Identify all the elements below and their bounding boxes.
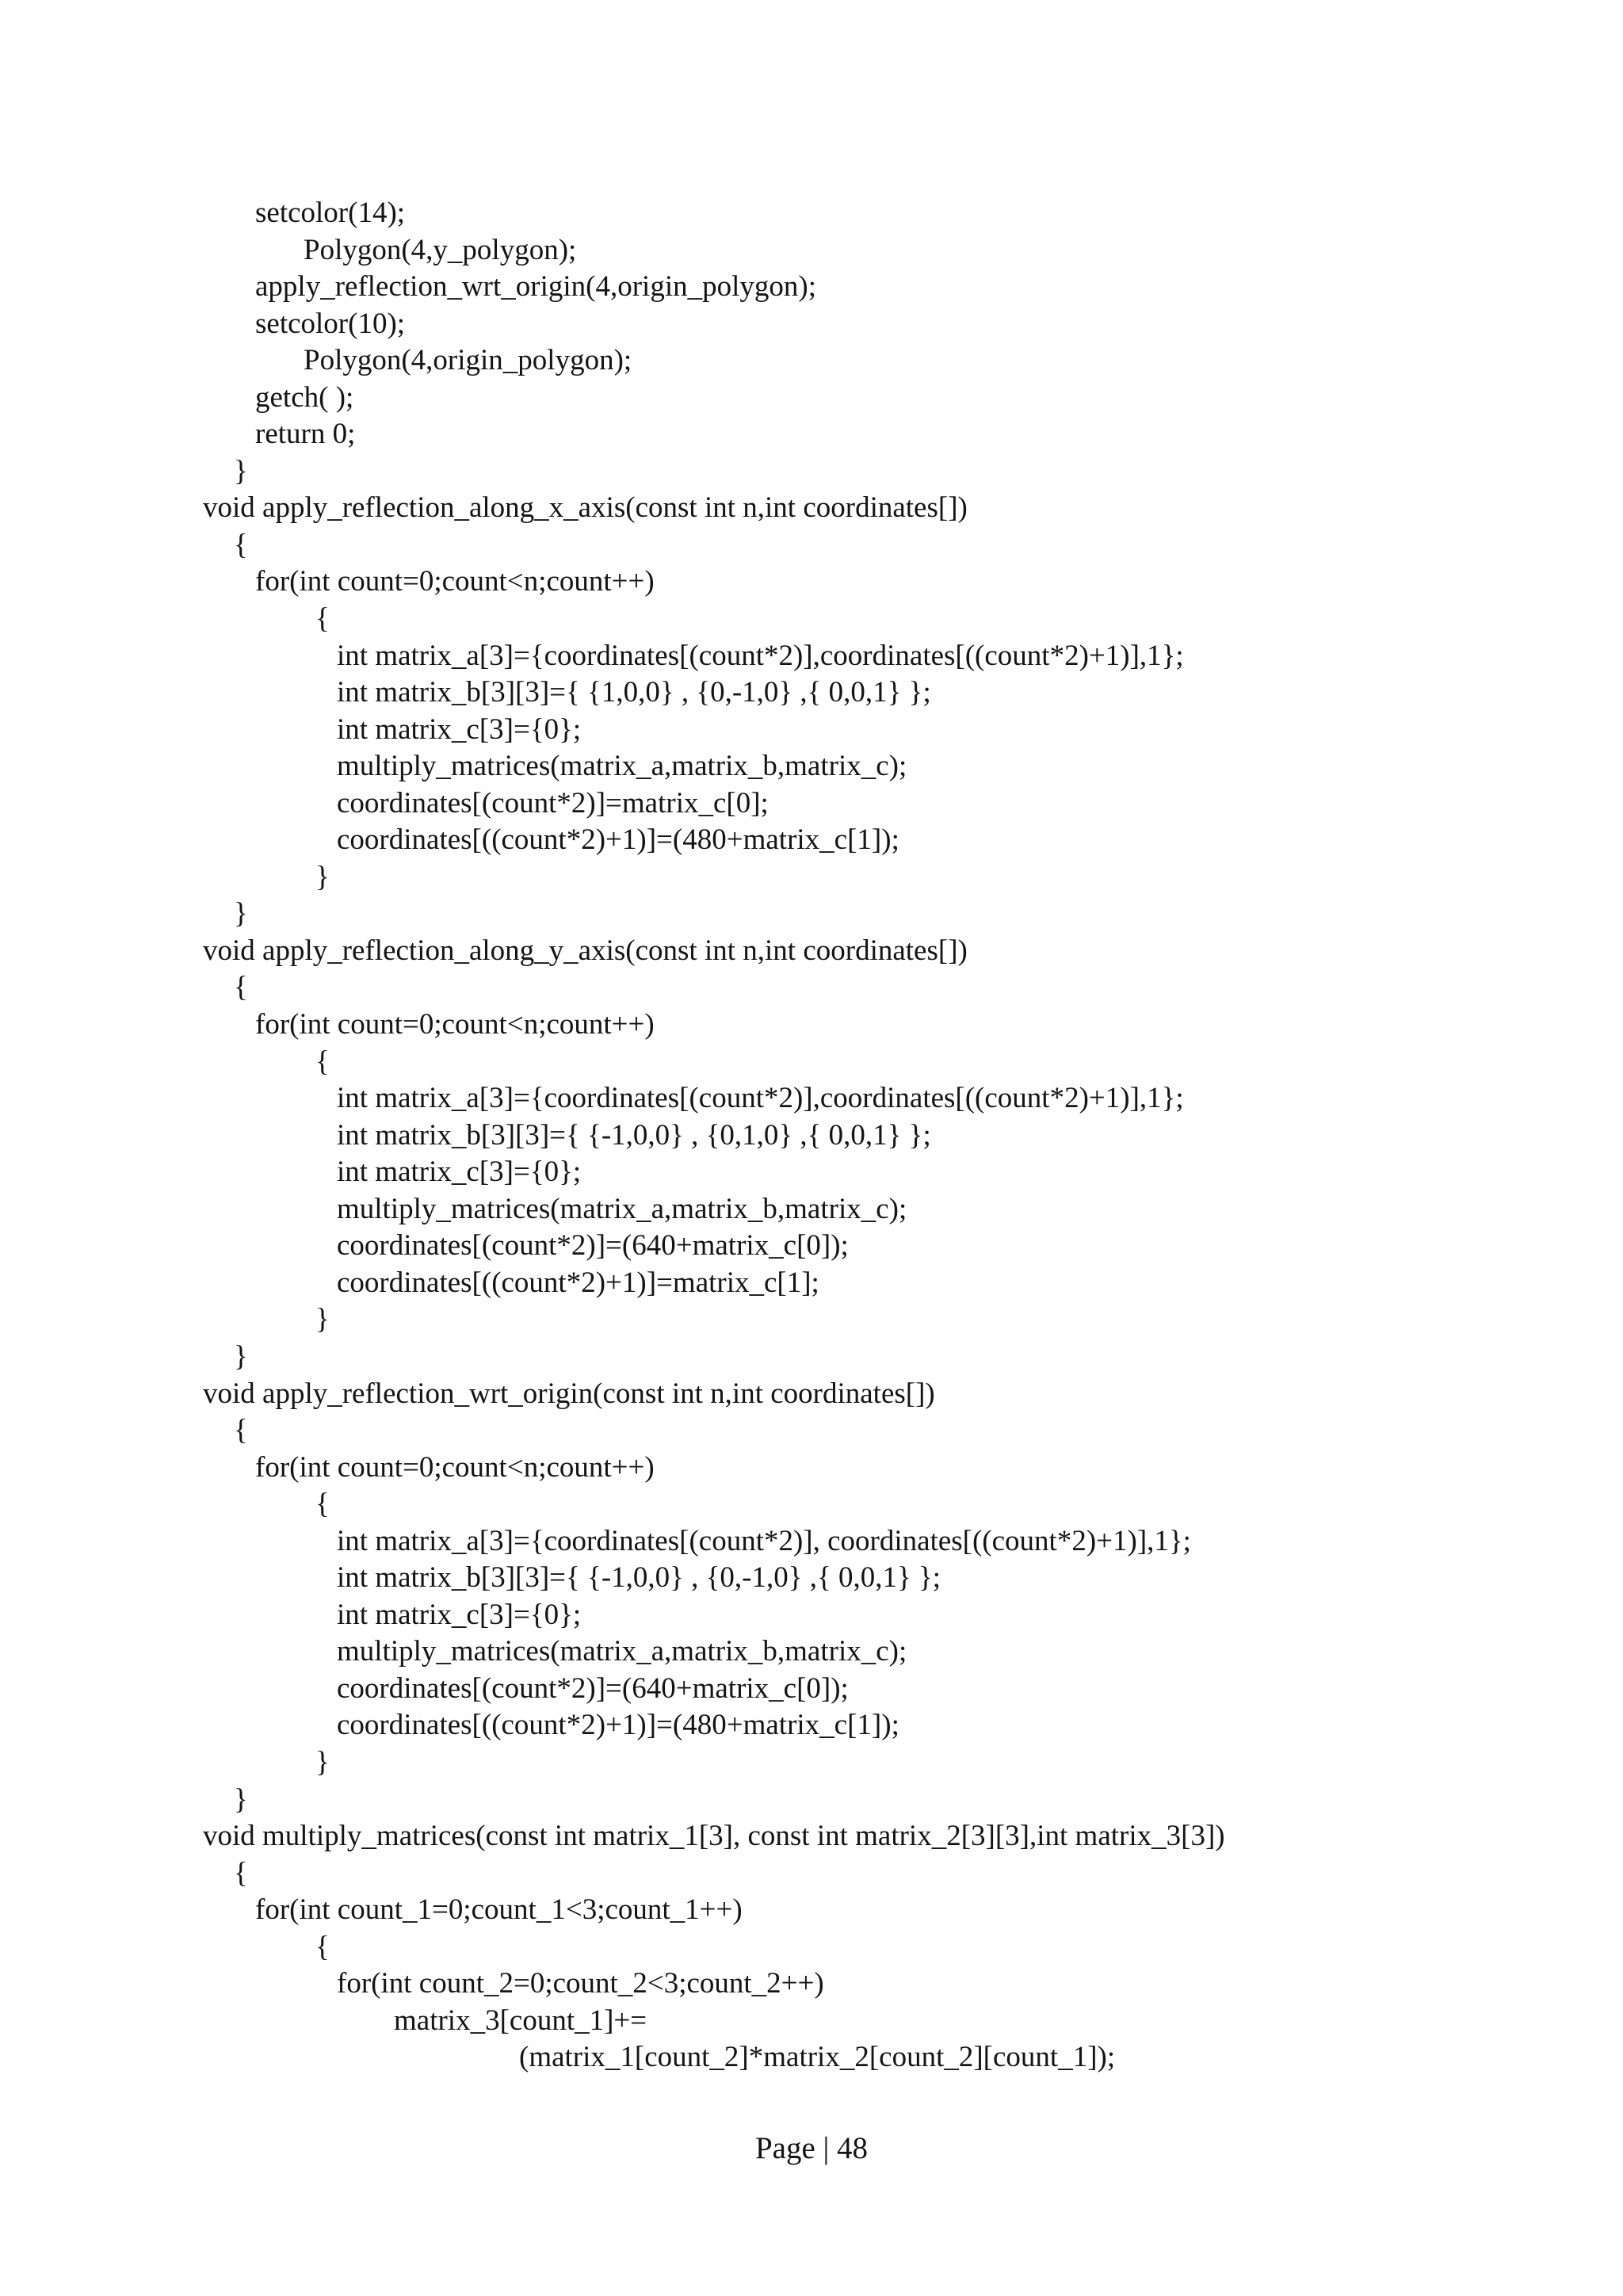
code-line	[0, 638, 1623, 675]
code-text: }	[234, 454, 248, 487]
code-text: coordinates[((count*2)+1)]=(480+matrix_c[1]);	[337, 1709, 899, 1742]
code-text: coordinates[((count*2)+1)]=(480+matrix_c[1]);	[337, 823, 899, 857]
code-text: }	[234, 897, 248, 930]
code-line	[0, 195, 1623, 232]
code-text: for(int count_1=0;count_1<3;count_1++)	[255, 1893, 743, 1927]
code-text: {	[234, 528, 248, 561]
code-line	[0, 674, 1623, 712]
code-text: setcolor(14);	[255, 197, 406, 229]
code-line	[0, 527, 1623, 564]
code-line	[0, 1450, 1623, 1487]
code-line	[0, 2039, 1623, 2076]
code-line	[0, 1301, 1623, 1339]
code-text: coordinates[(count*2)]=(640+matrix_c[0]);	[337, 1229, 849, 1263]
code-text: {	[234, 1414, 248, 1447]
code-text: {	[315, 1930, 330, 1963]
code-text: {	[315, 1488, 330, 1521]
code-line	[0, 306, 1623, 343]
code-listing	[0, 195, 1623, 2076]
code-text: int matrix_a[3]={coordinates[(count*2)],coordinates[((count*2)+1)],1};	[337, 1082, 1184, 1115]
code-line	[0, 342, 1623, 380]
code-line	[0, 1007, 1623, 1044]
code-line	[0, 453, 1623, 491]
code-text: matrix_3[count_1]+=	[394, 2004, 647, 2037]
code-line	[0, 1044, 1623, 1081]
code-line	[0, 1080, 1623, 1117]
code-text: coordinates[(count*2)]=(640+matrix_c[0]);	[337, 1671, 849, 1705]
code-line	[0, 896, 1623, 933]
code-text: int matrix_c[3]={0};	[337, 712, 582, 746]
code-text: {	[315, 1045, 330, 1078]
code-line	[0, 416, 1623, 453]
code-text: setcolor(10);	[255, 307, 406, 340]
code-line	[0, 1339, 1623, 1376]
code-text: Polygon(4,y_polygon);	[304, 233, 577, 266]
code-line	[0, 1818, 1623, 1855]
code-line	[0, 490, 1623, 527]
code-text: return 0;	[255, 418, 356, 451]
code-text: int matrix_a[3]={coordinates[(count*2)], coordinates[((count*2)+1)],1};	[337, 1524, 1191, 1557]
code-line	[0, 1782, 1623, 1819]
code-line	[0, 1265, 1623, 1302]
code-line	[0, 1707, 1623, 1744]
code-text: {	[234, 1856, 248, 1889]
code-text: apply_reflection_wrt_origin(4,origin_polygon);	[255, 270, 816, 304]
code-text: void apply_reflection_wrt_origin(const int n,int coordinates[])	[203, 1377, 935, 1410]
code-text: int matrix_c[3]={0};	[337, 1156, 582, 1189]
code-text: int matrix_b[3][3]={ {-1,0,0} , {0,-1,0} ,{ 0,0,1} };	[337, 1561, 941, 1595]
code-line	[0, 1117, 1623, 1155]
code-text: {	[315, 602, 330, 636]
code-text: int matrix_b[3][3]={ {-1,0,0} , {0,1,0} ,{ 0,0,1} };	[337, 1118, 931, 1152]
code-line	[0, 859, 1623, 896]
code-line	[0, 1633, 1623, 1671]
code-line	[0, 748, 1623, 785]
code-text: }	[315, 860, 330, 893]
code-line	[0, 1597, 1623, 1634]
code-line	[0, 822, 1623, 859]
code-text: (matrix_1[count_2]*matrix_2[count_2][count_1]);	[519, 2041, 1116, 2074]
code-text: for(int count=0;count<n;count++)	[255, 565, 655, 598]
code-text: int matrix_c[3]={0};	[337, 1598, 582, 1631]
code-line	[0, 2003, 1623, 2040]
code-text: multiply_matrices(matrix_a,matrix_b,matrix_c);	[337, 750, 907, 783]
code-line	[0, 1412, 1623, 1450]
code-line	[0, 1376, 1623, 1413]
code-line	[0, 1892, 1623, 1929]
code-line	[0, 1523, 1623, 1561]
code-line	[0, 1228, 1623, 1265]
code-text: }	[234, 1339, 248, 1373]
code-line	[0, 1929, 1623, 1966]
code-text: void apply_reflection_along_y_axis(const int n,int coordinates[])	[203, 934, 968, 967]
code-line	[0, 969, 1623, 1007]
code-text: Polygon(4,origin_polygon);	[304, 344, 632, 377]
code-text: multiply_matrices(matrix_a,matrix_b,matrix_c);	[337, 1192, 907, 1225]
code-line	[0, 1744, 1623, 1782]
code-line	[0, 1191, 1623, 1228]
code-text: multiply_matrices(matrix_a,matrix_b,matrix_c);	[337, 1635, 907, 1668]
code-line	[0, 1560, 1623, 1597]
code-text: }	[234, 1782, 248, 1816]
code-line	[0, 1966, 1623, 2003]
code-text: void apply_reflection_along_x_axis(const int n,int coordinates[])	[203, 491, 968, 525]
code-text: {	[234, 971, 248, 1004]
code-text: int matrix_b[3][3]={ {1,0,0} , {0,-1,0} ,{ 0,0,1} };	[337, 676, 931, 709]
code-line	[0, 933, 1623, 970]
code-text: void multiply_matrices(const int matrix_1[3], const int matrix_2[3][3],int matrix_3[3])	[203, 1820, 1225, 1853]
code-line	[0, 380, 1623, 417]
code-line	[0, 785, 1623, 823]
code-text: coordinates[((count*2)+1)]=matrix_c[1];	[337, 1266, 819, 1299]
code-line	[0, 563, 1623, 601]
code-text: for(int count_2=0;count_2<3;count_2++)	[337, 1967, 824, 2000]
code-line	[0, 1671, 1623, 1708]
code-line	[0, 1855, 1623, 1893]
code-line	[0, 1154, 1623, 1191]
code-text: for(int count=0;count<n;count++)	[255, 1450, 655, 1484]
code-line	[0, 712, 1623, 749]
code-line	[0, 601, 1623, 638]
code-text: }	[315, 1745, 330, 1778]
code-text: for(int count=0;count<n;count++)	[255, 1008, 655, 1041]
page-number: Page | 48	[754, 2131, 869, 2165]
code-line	[0, 269, 1623, 306]
code-text: }	[315, 1303, 330, 1336]
code-line	[0, 232, 1623, 269]
code-text: coordinates[(count*2)]=matrix_c[0];	[337, 786, 769, 819]
code-line	[0, 1486, 1623, 1523]
code-text: getch( );	[255, 380, 354, 414]
code-text: int matrix_a[3]={coordinates[(count*2)],coordinates[((count*2)+1)],1};	[337, 639, 1184, 672]
